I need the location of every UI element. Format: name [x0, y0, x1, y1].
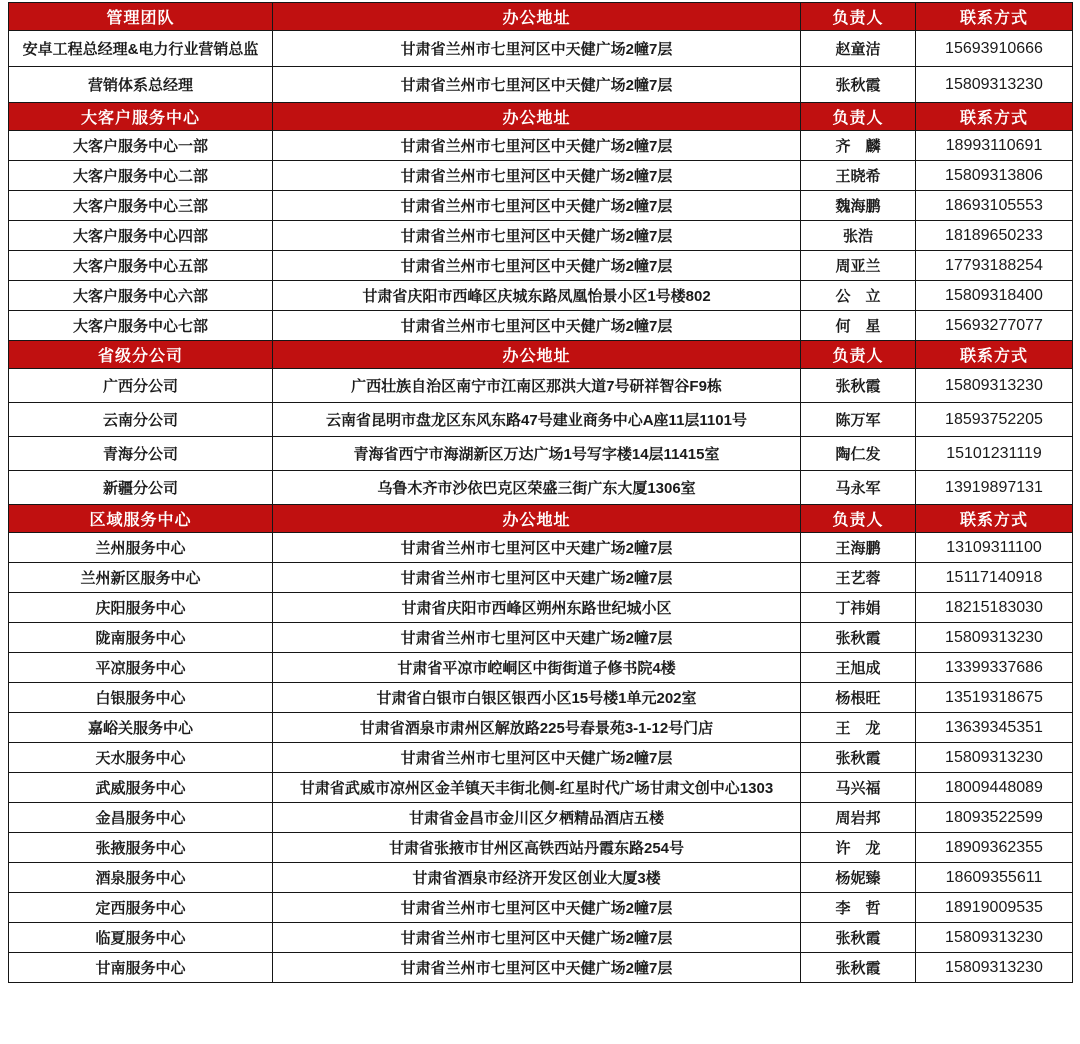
- contact-header-cell: 联系方式: [916, 341, 1073, 369]
- address-cell: 甘肃省平凉市崆峒区中街街道子修书院4楼: [273, 653, 801, 683]
- phone-cell: 15809313806: [916, 161, 1073, 191]
- manager-cell: 李 哲: [801, 893, 916, 923]
- manager-cell: 赵童洁: [801, 31, 916, 67]
- org-name-cell: 白银服务中心: [9, 683, 273, 713]
- phone-cell: 13109311100: [916, 533, 1073, 563]
- section-title-cell: 省级分公司: [9, 341, 273, 369]
- manager-header-cell: 负责人: [801, 505, 916, 533]
- table-row: [9, 593, 1073, 623]
- section-header-row: [9, 3, 1073, 31]
- phone-cell: 18909362355: [916, 833, 1073, 863]
- phone-cell: 17793188254: [916, 251, 1073, 281]
- org-name-cell: 天水服务中心: [9, 743, 273, 773]
- manager-cell: 周亚兰: [801, 251, 916, 281]
- phone-cell: 18189650233: [916, 221, 1073, 251]
- table-row: [9, 369, 1073, 403]
- org-name-cell: 兰州服务中心: [9, 533, 273, 563]
- table-row: [9, 31, 1073, 67]
- table-row: [9, 161, 1073, 191]
- address-cell: 甘肃省兰州市七里河区中天建广场2幢7层: [273, 533, 801, 563]
- manager-cell: 王 龙: [801, 713, 916, 743]
- org-name-cell: 金昌服务中心: [9, 803, 273, 833]
- org-name-cell: 酒泉服务中心: [9, 863, 273, 893]
- manager-cell: 何 星: [801, 311, 916, 341]
- phone-cell: 15809313230: [916, 67, 1073, 103]
- org-name-cell: 大客户服务中心七部: [9, 311, 273, 341]
- manager-cell: 张秋霞: [801, 369, 916, 403]
- section-header-row: [9, 103, 1073, 131]
- address-cell: 甘肃省庆阳市西峰区朔州东路世纪城小区: [273, 593, 801, 623]
- phone-cell: 13519318675: [916, 683, 1073, 713]
- manager-cell: 周岩邦: [801, 803, 916, 833]
- manager-cell: 丁祎娟: [801, 593, 916, 623]
- org-name-cell: 陇南服务中心: [9, 623, 273, 653]
- table-row: [9, 833, 1073, 863]
- table-row: [9, 471, 1073, 505]
- org-name-cell: 嘉峪关服务中心: [9, 713, 273, 743]
- org-name-cell: 广西分公司: [9, 369, 273, 403]
- table-row: [9, 281, 1073, 311]
- phone-cell: 18919009535: [916, 893, 1073, 923]
- table-row: [9, 67, 1073, 103]
- table-row: [9, 803, 1073, 833]
- address-cell: 甘肃省兰州市七里河区中天健广场2幢7层: [273, 191, 801, 221]
- table-row: [9, 863, 1073, 893]
- phone-cell: 15809318400: [916, 281, 1073, 311]
- org-name-cell: 大客户服务中心三部: [9, 191, 273, 221]
- manager-cell: 杨根旺: [801, 683, 916, 713]
- manager-cell: 张浩: [801, 221, 916, 251]
- manager-cell: 王旭成: [801, 653, 916, 683]
- manager-cell: 张秋霞: [801, 743, 916, 773]
- org-name-cell: 大客户服务中心五部: [9, 251, 273, 281]
- org-name-cell: 定西服务中心: [9, 893, 273, 923]
- phone-cell: 18609355611: [916, 863, 1073, 893]
- table-row: [9, 251, 1073, 281]
- org-name-cell: 大客户服务中心二部: [9, 161, 273, 191]
- table-row: [9, 773, 1073, 803]
- manager-cell: 陈万军: [801, 403, 916, 437]
- address-cell: 甘肃省兰州市七里河区中天建广场2幢7层: [273, 563, 801, 593]
- phone-cell: 15693277077: [916, 311, 1073, 341]
- manager-cell: 张秋霞: [801, 923, 916, 953]
- section-header-row: [9, 341, 1073, 369]
- manager-cell: 齐 麟: [801, 131, 916, 161]
- org-name-cell: 大客户服务中心四部: [9, 221, 273, 251]
- manager-cell: 马兴福: [801, 773, 916, 803]
- address-cell: 乌鲁木齐市沙依巴克区荣盛三街广东大厦1306室: [273, 471, 801, 505]
- address-cell: 甘肃省兰州市七里河区中天健广场2幢7层: [273, 743, 801, 773]
- manager-header-cell: 负责人: [801, 103, 916, 131]
- table-row: [9, 191, 1073, 221]
- table-row: [9, 403, 1073, 437]
- manager-cell: 杨妮臻: [801, 863, 916, 893]
- address-cell: 云南省昆明市盘龙区东风东路47号建业商务中心A座11层1101号: [273, 403, 801, 437]
- section-title-cell: 大客户服务中心: [9, 103, 273, 131]
- section-title-cell: 管理团队: [9, 3, 273, 31]
- address-header-cell: 办公地址: [273, 341, 801, 369]
- org-name-cell: 大客户服务中心六部: [9, 281, 273, 311]
- address-cell: 甘肃省兰州市七里河区中天健广场2幢7层: [273, 953, 801, 983]
- address-cell: 甘肃省兰州市七里河区中天健广场2幢7层: [273, 31, 801, 67]
- contact-header-cell: 联系方式: [916, 505, 1073, 533]
- address-cell: 甘肃省武威市凉州区金羊镇天丰街北侧-红星时代广场甘肃文创中心1303: [273, 773, 801, 803]
- org-name-cell: 兰州新区服务中心: [9, 563, 273, 593]
- phone-cell: 15809313230: [916, 623, 1073, 653]
- phone-cell: 15809313230: [916, 923, 1073, 953]
- org-name-cell: 云南分公司: [9, 403, 273, 437]
- address-cell: 甘肃省兰州市七里河区中天建广场2幢7层: [273, 623, 801, 653]
- manager-cell: 张秋霞: [801, 67, 916, 103]
- address-header-cell: 办公地址: [273, 3, 801, 31]
- phone-cell: 18993110691: [916, 131, 1073, 161]
- phone-cell: 13639345351: [916, 713, 1073, 743]
- org-name-cell: 大客户服务中心一部: [9, 131, 273, 161]
- phone-cell: 15693910666: [916, 31, 1073, 67]
- address-cell: 青海省西宁市海湖新区万达广场1号写字楼14层11415室: [273, 437, 801, 471]
- manager-header-cell: 负责人: [801, 3, 916, 31]
- address-cell: 甘肃省兰州市七里河区中天健广场2幢7层: [273, 67, 801, 103]
- table-row: [9, 533, 1073, 563]
- phone-cell: 15809313230: [916, 743, 1073, 773]
- phone-cell: 18215183030: [916, 593, 1073, 623]
- phone-cell: 18093522599: [916, 803, 1073, 833]
- address-cell: 甘肃省兰州市七里河区中天健广场2幢7层: [273, 923, 801, 953]
- manager-cell: 马永军: [801, 471, 916, 505]
- table-row: [9, 743, 1073, 773]
- org-name-cell: 安卓工程总经理&电力行业营销总监: [9, 31, 273, 67]
- table-row: [9, 563, 1073, 593]
- address-cell: 广西壮族自治区南宁市江南区那洪大道7号研祥智谷F9栋: [273, 369, 801, 403]
- contact-directory-table: [8, 2, 1073, 983]
- org-name-cell: 张掖服务中心: [9, 833, 273, 863]
- phone-cell: 13919897131: [916, 471, 1073, 505]
- section-header-row: [9, 505, 1073, 533]
- phone-cell: 18593752205: [916, 403, 1073, 437]
- manager-cell: 王晓希: [801, 161, 916, 191]
- manager-cell: 王海鹏: [801, 533, 916, 563]
- table-row: [9, 437, 1073, 471]
- org-name-cell: 武威服务中心: [9, 773, 273, 803]
- contact-table-body: [9, 3, 1073, 983]
- address-header-cell: 办公地址: [273, 103, 801, 131]
- phone-cell: 18009448089: [916, 773, 1073, 803]
- address-cell: 甘肃省兰州市七里河区中天健广场2幢7层: [273, 221, 801, 251]
- table-row: [9, 683, 1073, 713]
- address-cell: 甘肃省张掖市甘州区高铁西站丹霞东路254号: [273, 833, 801, 863]
- contact-header-cell: 联系方式: [916, 3, 1073, 31]
- table-row: [9, 311, 1073, 341]
- manager-cell: 许 龙: [801, 833, 916, 863]
- org-name-cell: 临夏服务中心: [9, 923, 273, 953]
- org-name-cell: 营销体系总经理: [9, 67, 273, 103]
- manager-cell: 张秋霞: [801, 623, 916, 653]
- manager-cell: 张秋霞: [801, 953, 916, 983]
- table-row: [9, 893, 1073, 923]
- table-row: [9, 131, 1073, 161]
- org-name-cell: 庆阳服务中心: [9, 593, 273, 623]
- address-cell: 甘肃省白银市白银区银西小区15号楼1单元202室: [273, 683, 801, 713]
- table-row: [9, 221, 1073, 251]
- address-cell: 甘肃省兰州市七里河区中天健广场2幢7层: [273, 131, 801, 161]
- phone-cell: 13399337686: [916, 653, 1073, 683]
- address-cell: 甘肃省兰州市七里河区中天健广场2幢7层: [273, 893, 801, 923]
- manager-cell: 陶仁发: [801, 437, 916, 471]
- org-name-cell: 甘南服务中心: [9, 953, 273, 983]
- table-row: [9, 923, 1073, 953]
- manager-header-cell: 负责人: [801, 341, 916, 369]
- address-cell: 甘肃省酒泉市肃州区解放路225号春景苑3-1-12号门店: [273, 713, 801, 743]
- table-row: [9, 623, 1073, 653]
- manager-cell: 王艺蓉: [801, 563, 916, 593]
- manager-cell: 魏海鹏: [801, 191, 916, 221]
- org-name-cell: 平凉服务中心: [9, 653, 273, 683]
- phone-cell: 15101231119: [916, 437, 1073, 471]
- manager-cell: 公 立: [801, 281, 916, 311]
- section-title-cell: 区域服务中心: [9, 505, 273, 533]
- address-cell: 甘肃省金昌市金川区夕栖精品酒店五楼: [273, 803, 801, 833]
- contact-header-cell: 联系方式: [916, 103, 1073, 131]
- table-row: [9, 953, 1073, 983]
- address-cell: 甘肃省兰州市七里河区中天健广场2幢7层: [273, 311, 801, 341]
- phone-cell: 15809313230: [916, 953, 1073, 983]
- phone-cell: 15117140918: [916, 563, 1073, 593]
- phone-cell: 18693105553: [916, 191, 1073, 221]
- org-name-cell: 青海分公司: [9, 437, 273, 471]
- address-cell: 甘肃省兰州市七里河区中天健广场2幢7层: [273, 251, 801, 281]
- phone-cell: 15809313230: [916, 369, 1073, 403]
- address-cell: 甘肃省酒泉市经济开发区创业大厦3楼: [273, 863, 801, 893]
- org-name-cell: 新疆分公司: [9, 471, 273, 505]
- address-header-cell: 办公地址: [273, 505, 801, 533]
- table-row: [9, 653, 1073, 683]
- address-cell: 甘肃省庆阳市西峰区庆城东路凤凰怡景小区1号楼802: [273, 281, 801, 311]
- table-row: [9, 713, 1073, 743]
- address-cell: 甘肃省兰州市七里河区中天健广场2幢7层: [273, 161, 801, 191]
